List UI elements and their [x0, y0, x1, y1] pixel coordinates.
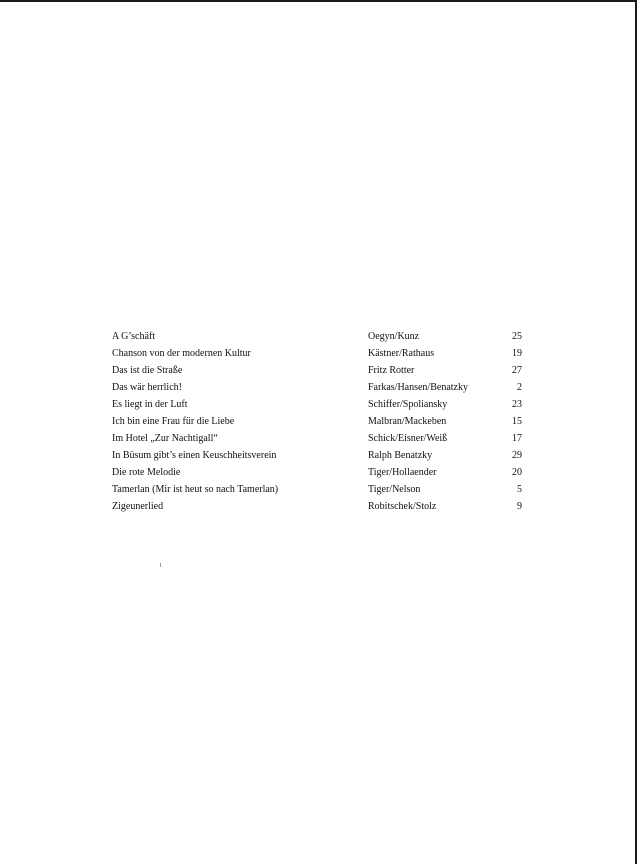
toc-entry-page: 15	[512, 416, 522, 427]
toc-entry-author: Robitschek/Stolz	[368, 501, 437, 512]
toc-entry-page: 9	[517, 501, 522, 512]
toc-entry	[112, 498, 522, 515]
toc-entry	[112, 396, 522, 413]
toc-entry-title: Es liegt in der Luft	[112, 399, 188, 410]
toc-entry	[112, 464, 522, 481]
toc-entry-author: Ralph Benatzky	[368, 450, 433, 461]
toc-entry	[112, 447, 522, 464]
toc-entry-page: 23	[512, 399, 522, 410]
page-top-edge	[0, 0, 637, 2]
toc-entry-title: Chanson von der modernen Kultur	[112, 348, 251, 359]
toc-entry-page: 5	[517, 484, 522, 495]
toc-entry	[112, 413, 522, 430]
toc-entry-title: Im Hotel „Zur Nachtigall“	[112, 433, 218, 444]
toc-entry-author: Farkas/Hansen/Benatzky	[368, 382, 468, 393]
toc-entry-page: 29	[512, 450, 522, 461]
toc-entry	[112, 328, 522, 345]
toc-entry-title: Ich bin eine Frau für die Liebe	[112, 416, 235, 427]
toc-entry-title: In Büsum gibt’s einen Keuschheitsverein	[112, 450, 277, 461]
toc-entry-title: Die rote Melodie	[112, 467, 181, 478]
scan-speck	[160, 563, 161, 567]
toc-entry-page: 27	[512, 365, 522, 376]
toc-entry	[112, 430, 522, 447]
toc-entry-title: Tamerlan (Mir ist heut so nach Tamerlan)	[112, 484, 279, 495]
toc-entry-author: Schick/Eisner/Weiß	[368, 433, 448, 444]
toc-entry	[112, 379, 522, 396]
toc-entry-page: 2	[517, 382, 522, 393]
toc-entry	[112, 481, 522, 498]
toc-entry-author: Fritz Rotter	[368, 365, 415, 376]
toc-entry-page: 19	[512, 348, 522, 359]
toc-entry-author: Schiffer/Spoliansky	[368, 399, 448, 410]
toc-entry-author: Malbran/Mackeben	[368, 416, 447, 427]
toc-entry-page: 17	[512, 433, 522, 444]
toc-entry	[112, 362, 522, 379]
toc-entry-title: A G’schäft	[112, 331, 156, 342]
toc-entry-author: Kästner/Rathaus	[368, 348, 435, 359]
toc-entry-author: Tiger/Hollaender	[368, 467, 437, 478]
toc-entry-page: 20	[512, 467, 522, 478]
toc-entry-title: Das wär herrlich!	[112, 382, 182, 393]
table-of-contents	[112, 328, 522, 515]
toc-entry-title: Das ist die Straße	[112, 365, 183, 376]
toc-entry-title: Zigeunerlied	[112, 501, 164, 512]
toc-entry-author: Oegyn/Kunz	[368, 331, 420, 342]
toc-entry-author: Tiger/Nelson	[368, 484, 421, 495]
toc-entry	[112, 345, 522, 362]
toc-entry-page: 25	[512, 331, 522, 342]
